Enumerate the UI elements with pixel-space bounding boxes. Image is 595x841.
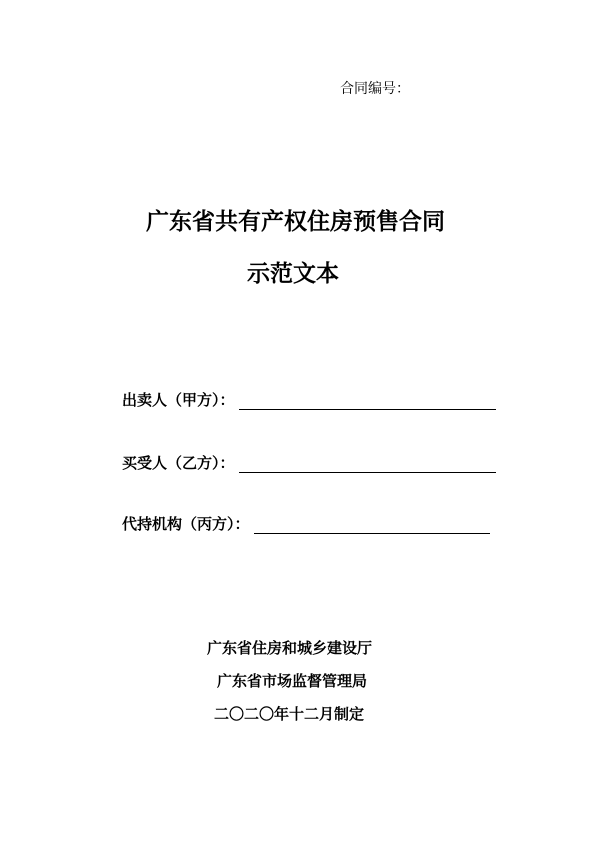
document-title: 广东省共有产权住房预售合同 xyxy=(146,209,445,235)
issuer-market-regulation: 广东省市场监督管理局 xyxy=(217,672,368,690)
buyer-row xyxy=(122,452,496,473)
agent-blank[interactable] xyxy=(254,515,490,534)
document-subtitle: 示范文本 xyxy=(247,261,339,287)
seller-label: 出卖人（甲方）： xyxy=(122,391,235,409)
contract-number-label: 合同编号： xyxy=(340,81,410,97)
seller-blank[interactable] xyxy=(239,391,496,410)
agent-label: 代持机构（丙方）： xyxy=(122,515,250,533)
issuer-housing-department: 广东省住房和城乡建设厅 xyxy=(207,639,373,657)
issue-date: 二〇二〇年十二月制定 xyxy=(214,705,365,723)
seller-row xyxy=(122,389,496,410)
buyer-blank[interactable] xyxy=(239,454,496,473)
buyer-label: 买受人（乙方）： xyxy=(122,454,235,472)
agent-row xyxy=(122,513,490,534)
